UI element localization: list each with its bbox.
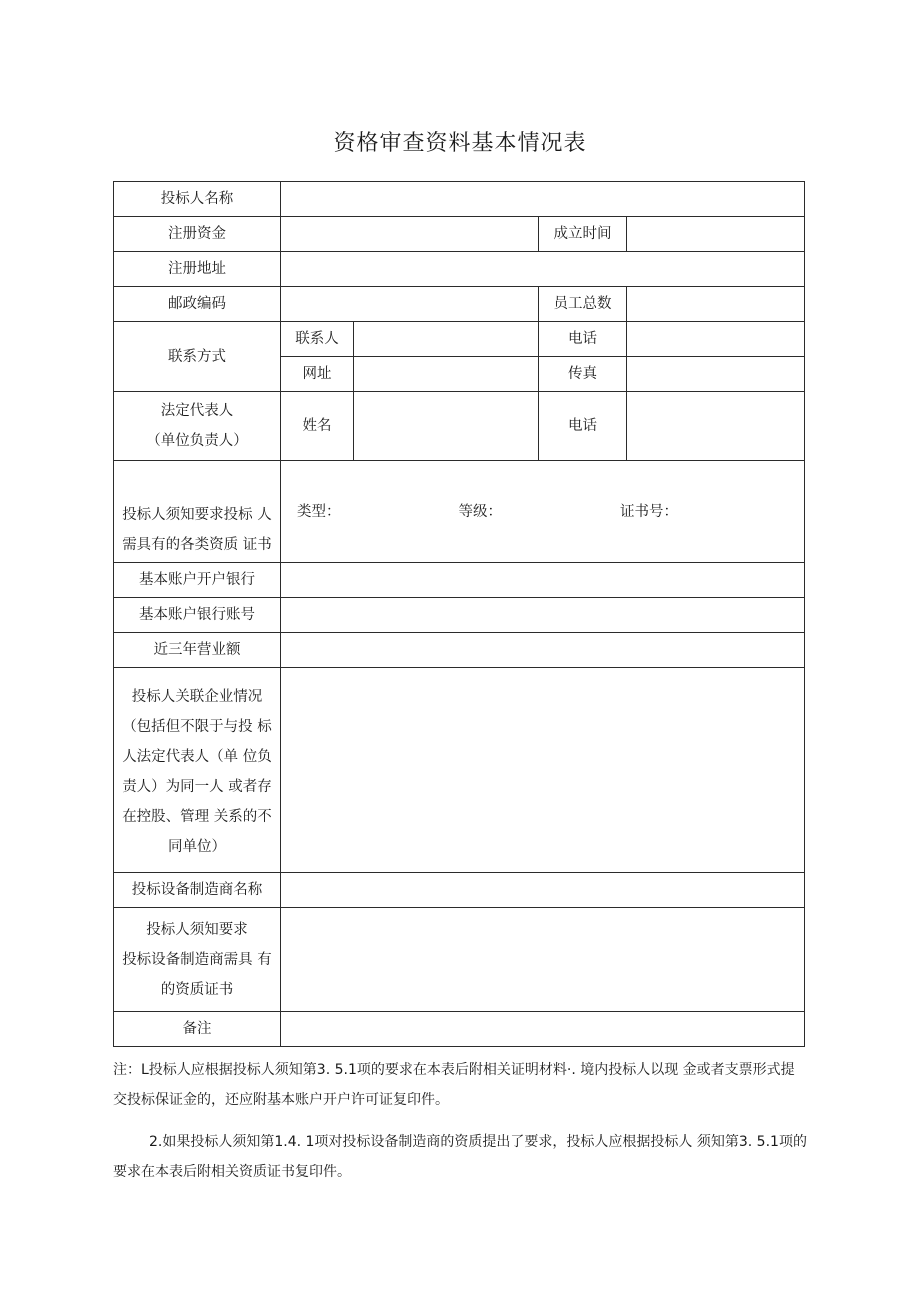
field-qualification-certificates[interactable] xyxy=(281,461,805,563)
label-registered-capital: 注册资金 xyxy=(114,217,281,252)
label-legal-rep-phone: 电话 xyxy=(539,392,627,461)
label-contact-method: 联系方式 xyxy=(114,322,281,392)
label-fax: 传真 xyxy=(539,357,627,392)
qual-req-line-1: 投标人须知要求投标 人 xyxy=(122,507,272,523)
label-manufacturer-qualifications xyxy=(114,908,281,1012)
cert-level-label: 等级： xyxy=(458,503,502,520)
note-2: 2.如果投标人须知第1.4. 1项对投标设备制造商的资质提出了要求，投标人应根据投标人 须知第3. 5.1项的要求在本表后附相关资质证书复印件。 xyxy=(113,1134,807,1180)
label-name: 姓名 xyxy=(281,392,354,461)
field-contact-person[interactable] xyxy=(354,322,539,357)
label-remarks: 备注 xyxy=(114,1012,281,1047)
field-bidder-name[interactable] xyxy=(281,182,805,217)
label-website: 网址 xyxy=(281,357,354,392)
related-line-2: （包括但不限于与投 标 xyxy=(122,719,272,735)
related-line-4: 责人）为同一人 或者存 xyxy=(122,779,272,795)
field-remarks[interactable] xyxy=(281,1012,805,1047)
page-title: 资格审查资料基本情况表 xyxy=(333,131,587,156)
field-bank-account[interactable] xyxy=(281,598,805,633)
related-line-3: 人法定代表人（单 位负 xyxy=(122,749,272,765)
field-founded-date[interactable] xyxy=(627,217,805,252)
field-staff-total[interactable] xyxy=(627,287,805,322)
label-manufacturer: 投标设备制造商名称 xyxy=(114,873,281,908)
field-revenue[interactable] xyxy=(281,633,805,668)
field-manufacturer-qualifications[interactable] xyxy=(281,908,805,1012)
label-staff-total: 员工总数 xyxy=(539,287,627,322)
label-registered-address: 注册地址 xyxy=(114,252,281,287)
field-bank[interactable] xyxy=(281,563,805,598)
qual-req-line-2: 需具有的各类资质 证书 xyxy=(122,537,272,553)
label-contact-person: 联系人 xyxy=(281,322,354,357)
label-bank-account: 基本账户银行账号 xyxy=(114,598,281,633)
label-qualification-certificates xyxy=(114,461,281,563)
field-registered-address[interactable] xyxy=(281,252,805,287)
cert-type-label: 类型： xyxy=(297,503,341,520)
qualification-table xyxy=(113,181,805,1047)
field-manufacturer[interactable] xyxy=(281,873,805,908)
mfr-qual-line-2: 投标设备制造商需具 有 xyxy=(122,951,272,968)
label-phone: 电话 xyxy=(539,322,627,357)
related-line-1: 投标人关联企业情况 xyxy=(131,689,263,705)
label-bidder-name: 投标人名称 xyxy=(114,182,281,217)
related-line-6: 同单位） xyxy=(168,839,226,855)
field-registered-capital[interactable] xyxy=(281,217,539,252)
field-website[interactable] xyxy=(354,357,539,392)
label-postal-code: 邮政编码 xyxy=(114,287,281,322)
label-legal-representative xyxy=(114,392,281,461)
field-legal-rep-phone[interactable] xyxy=(627,392,805,461)
notes-section xyxy=(113,1055,808,1187)
field-legal-rep-name[interactable] xyxy=(354,392,539,461)
field-related-companies[interactable] xyxy=(281,668,805,873)
related-line-5: 在控股、管理 关系的不 xyxy=(122,809,272,825)
label-revenue: 近三年营业额 xyxy=(114,633,281,668)
legal-rep-line-2: （单位负责人） xyxy=(146,433,248,449)
field-phone[interactable] xyxy=(627,322,805,357)
note-1: 注：L投标人应根据投标人须知第3. 5.1项的要求在本表后附相关证明材料·. 境内投标人以现 金或者支票形式提交投标保证金的，还应附基本账户开户许可证复印件。 xyxy=(113,1062,795,1108)
label-founded-date: 成立时间 xyxy=(539,217,627,252)
mfr-qual-line-3: 的资质证书 xyxy=(160,981,234,998)
cert-number-label: 证书号： xyxy=(620,503,678,520)
legal-rep-line-1: 法定代表人 xyxy=(160,403,234,419)
field-fax[interactable] xyxy=(627,357,805,392)
field-postal-code[interactable] xyxy=(281,287,539,322)
label-bank: 基本账户开户银行 xyxy=(114,563,281,598)
label-related-companies xyxy=(114,668,281,873)
mfr-qual-line-1: 投标人须知要求 xyxy=(146,921,248,938)
